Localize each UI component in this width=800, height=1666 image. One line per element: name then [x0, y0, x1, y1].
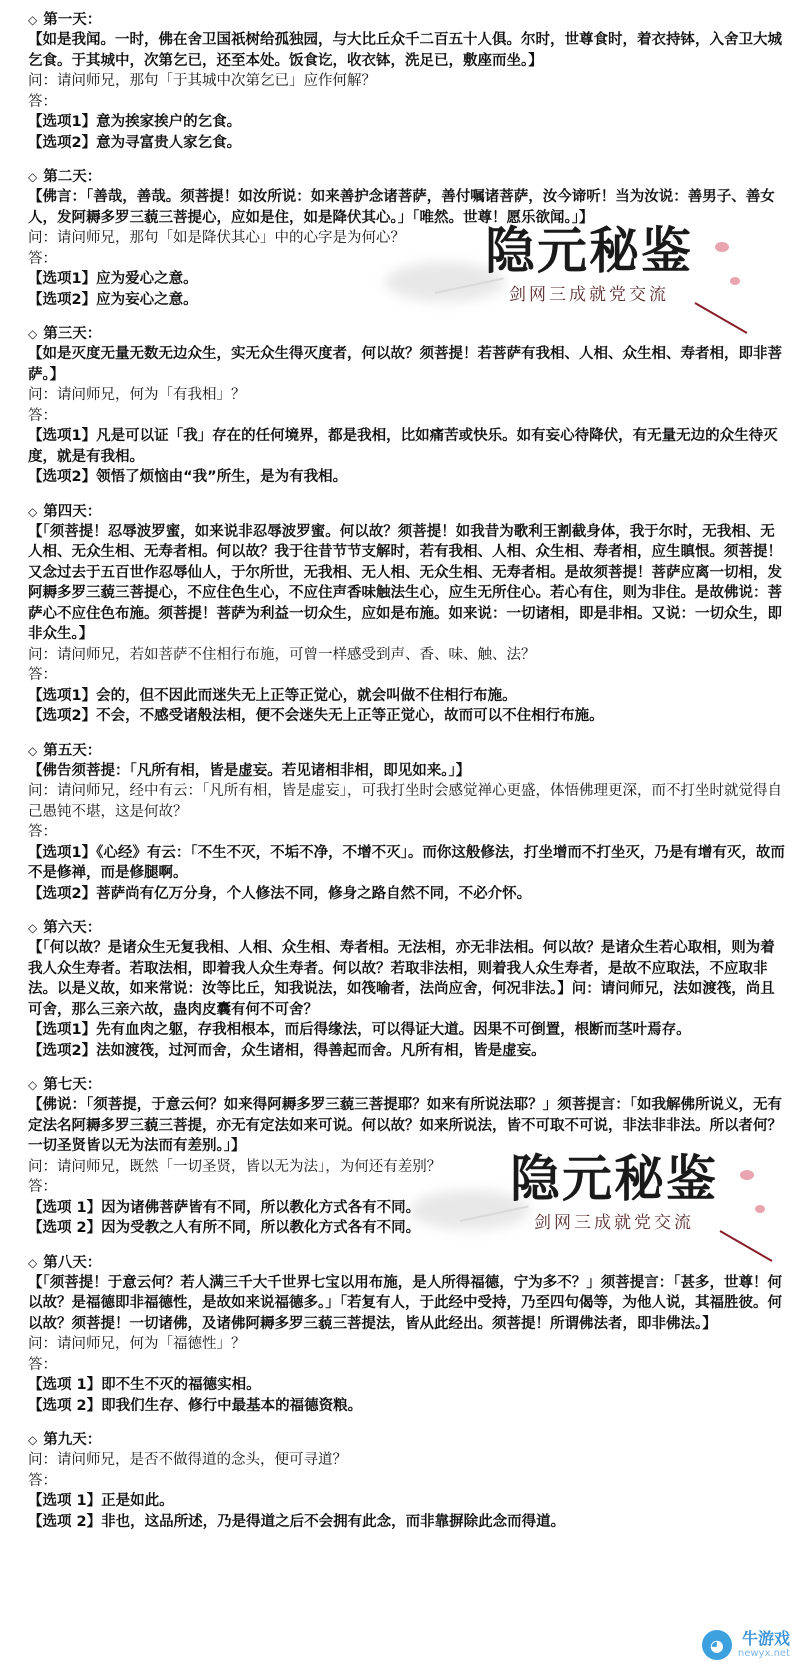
scripture-text: 【如是我闻。一时，佛在舍卫国祇树给孤独园，与大比丘众千二百五十人俱。尔时，世尊食时，着衣持钵，入舍卫大城乞食。于其城中，次第乞已，还至本处。饭食讫，收衣钵，洗足已，敷座而坐。】	[28, 32, 782, 69]
logo-text-group	[485, 221, 693, 305]
scripture-text: 【「须菩提！忍辱波罗蜜，如来说非忍辱波罗蜜。何以故？须菩提！如我昔为歌利王割截身体，我于尔时，无我相、无人相、无众生相、无寿者相。何以故？我于往昔节节支解时，若有我相、人相、众生相、寿者相，应生瞋恨。须菩提！又念过去于五百世作忍辱仙人，于尔所世，无我相、无人相、无众生相、无寿者相。是故须菩提！菩萨应离一切相，发阿耨多罗三藐三菩提心，不应住色生心，不应住声香味触法生心，应生无所住心。若心有住，则为非住。是故佛说：菩萨心不应住色布施。须菩提！菩萨为利益一切众生，应如是布施。如来说：一切诸相，即是非相。又说：一切众生，即非众生。】	[28, 523, 782, 642]
diamond-bullet-icon: ◇	[28, 13, 38, 27]
logo-title: 隐元秘鉴	[510, 1149, 718, 1208]
answer-option: 【选项1】先有血肉之躯，存我相根本，而后得缘法，可以得证大道。因果不可倒置，根断而茎叶焉存。	[28, 1022, 691, 1038]
day-title: ◇ 第四天：	[28, 503, 102, 520]
petal-decoration	[755, 1205, 765, 1213]
answer-option: 【选项2】应为妄心之意。	[28, 291, 198, 308]
answer-option: 【选项1】会的，但不因此而迷失无上正等正觉心，就会叫做不住相行布施。	[28, 687, 517, 704]
question-text: 问：请问师兄，经中有云：「凡所有相，皆是虚妄」，可我打坐时会感觉禅心更盛，体悟佛理更深，而不打坐时就觉得自己愚钝不堪，这是何故？	[28, 783, 782, 820]
answer-label: 答：	[28, 667, 57, 683]
diamond-bullet-icon: ◇	[28, 743, 38, 758]
logo-stamp	[395, 222, 755, 332]
question-text: 问：请问师兄，若如菩萨不住相行布施，可曾一样感受到声、香、味、触、法？	[28, 646, 536, 663]
day-title: ◇ 第二天：	[28, 169, 102, 185]
logo-stamp	[420, 1150, 780, 1260]
logo-title: 隐元秘鉴	[485, 221, 693, 280]
answer-option: 【选项2】意为寻富贵人家乞食。	[28, 134, 242, 151]
brush-stroke-decoration	[695, 302, 748, 334]
question-text: 问：请问师兄，何为「福德性」？	[28, 1336, 246, 1352]
answer-option: 【选项 2】因为受教之人有所不同，所以教化方式各有不同。	[28, 1220, 421, 1236]
answer-option: 【选项2】菩萨尚有亿万分身，个人修法不同，修身之路自然不同，不必介怀。	[28, 885, 532, 902]
scripture-text: 【「何以故？是诸众生无复我相、人相、众生相、寿者相。无法相，亦无非法相。何以故？是诸众生若心取相，则为着我人众生寿者。若取法相，即着我人众生寿者。何以故？若取非法相，则着我人众生寿者，是故不应取法，不应取非法。以是义故，如来常说：汝等比丘，知我说法，如筏喻者，法尚应舍，何况非法。】问：请问师兄，法如渡筏，尚且可舍，那么三亲六故，蛊肉皮囊有何不可舍？	[28, 940, 775, 1018]
logo-text-group	[510, 1149, 718, 1233]
answer-option: 【选项 1】正是如此。	[28, 1493, 174, 1509]
scripture-text: 【佛说：「须菩提，于意云何？如来得阿耨多罗三藐三菩提耶？如来有所说法耶？」须菩提言：「如我解佛所说义，无有定法名阿耨多罗三藐三菩提，亦无有定法如来可说。何以故？如来所说法，皆不可取不可说，非法非非法。所以者何？一切圣贤皆以无为法而有差别。」】	[28, 1097, 782, 1154]
answer-label: 答：	[28, 1356, 57, 1373]
answer-option: 【选项 1】因为诸佛菩萨皆有不同，所以教化方式各有不同。	[28, 1199, 421, 1216]
mascot-icon: ◕	[702, 1630, 732, 1660]
diamond-bullet-icon: ◇	[28, 327, 38, 341]
scripture-text: 【佛言：「善哉，善哉。须菩提！如汝所说：如来善护念诸菩萨，善付嘱诸菩萨，汝今谛听！当为汝说：善男子、善女人，发阿耨多罗三藐三菩提心，应如是住，如是降伏其心。」「唯然。世尊！愿乐欲闻。」】	[28, 189, 775, 226]
diamond-bullet-icon: ◇	[28, 504, 38, 519]
day-section	[28, 502, 786, 727]
day-title: ◇ 第七天：	[28, 1077, 102, 1093]
day-title: ◇ 第六天：	[28, 920, 102, 936]
answer-option: 【选项 1】即不生不灭的福德实相。	[28, 1377, 261, 1393]
answer-label: 答：	[28, 1472, 57, 1489]
scripture-text: 【如是灭度无量无数无边众生，实无众生得灭度者，何以故？须菩提！若菩萨有我相、人相、众生相、寿者相，即非菩萨。】	[28, 346, 782, 383]
answer-label: 答：	[28, 93, 57, 110]
diamond-bullet-icon: ◇	[28, 1433, 38, 1447]
day-title: ◇ 第八天：	[28, 1254, 102, 1271]
answer-option: 【选项1】意为挨家挨户的乞食。	[28, 114, 242, 130]
petal-decoration	[715, 242, 729, 252]
day-section	[28, 741, 786, 905]
answer-label: 答：	[28, 824, 57, 840]
watermark-url: newyx.net	[737, 1648, 790, 1659]
diamond-bullet-icon: ◇	[28, 170, 38, 184]
day-section	[28, 1430, 786, 1532]
answer-option: 【选项 2】非也，这品所述，乃是得道之后不会拥有此念，而非靠摒除此念而得道。	[28, 1513, 566, 1530]
scripture-text: 【佛告须菩提：「凡所有相，皆是虚妄。若见诸相非相，即见如来。」】	[28, 762, 471, 779]
diamond-bullet-icon: ◇	[28, 1078, 38, 1092]
watermark-name: 牛游戏	[741, 1629, 790, 1648]
answer-label: 答：	[28, 1179, 57, 1195]
day-title: ◇ 第一天：	[28, 12, 102, 28]
answer-label: 答：	[28, 250, 57, 267]
day-title: ◇ 第九天：	[28, 1432, 102, 1448]
question-text: 问：请问师兄，是否不做得道的念头，便可寻道？	[28, 1452, 347, 1468]
diamond-bullet-icon: ◇	[28, 1255, 38, 1270]
brush-stroke-decoration	[720, 1230, 773, 1262]
day-title: ◇ 第三天：	[28, 326, 102, 342]
logo-subtitle: 剑网三成就党交流	[534, 1213, 694, 1233]
diamond-bullet-icon: ◇	[28, 921, 38, 935]
scripture-text: 【「须菩提！于意云何？若人满三千大千世界七宝以用布施，是人所得福德，宁为多不？」须菩提言：「甚多，世尊！何以故？是福德即非福德性，是故如来说福德多。」「若复有人，于此经中受持，乃至四句偈等，为他人说，其福胜彼。何以故？须菩提！一切诸佛，及诸佛阿耨多罗三藐三菩提法，皆从此经出。须菩提！所谓佛法者，即非佛法。】	[28, 1274, 782, 1332]
site-watermark	[702, 1630, 790, 1660]
answer-option: 【选项 2】即我们生存、修行中最基本的福德资粮。	[28, 1397, 363, 1414]
petal-decoration	[740, 1170, 754, 1180]
question-text: 问：请问师兄，既然「一切圣贤，皆以无为法」，为何还有差别？	[28, 1158, 442, 1175]
question-text: 问：请问师兄，那句「如是降伏其心」中的心字是为何心？	[28, 230, 405, 246]
logo-subtitle: 剑网三成就党交流	[509, 285, 669, 305]
petal-decoration	[730, 277, 740, 285]
answer-option: 【选项2】领悟了烦恼由“我”所生，是为有我相。	[28, 469, 348, 485]
day-section	[28, 918, 786, 1061]
answer-label: 答：	[28, 407, 57, 424]
question-text: 问：请问师兄，那句「于其城中次第乞已」应作何解？	[28, 73, 376, 89]
question-text: 问：请问师兄，何为「有我相」？	[28, 387, 246, 403]
watermark-text	[738, 1630, 790, 1660]
answer-option: 【选项1】凡是可以证「我」存在的任何境界，都是我相，比如痛苦或快乐。如有妄心待降伏，有无量无边的众生待灭度，就是有我相。	[28, 428, 778, 465]
answer-option: 【选项1】《心经》有云：「不生不灭，不垢不净，不增不灭」。而你这般修法，打坐增而不打坐灭，乃是有增有灭，故而不是修禅，而是修腿啊。	[28, 844, 785, 881]
answer-option: 【选项2】不会，不感受诸般法相，便不会迷失无上正等正觉心，故而可以不住相行布施。	[28, 708, 604, 724]
answer-option: 【选项2】法如渡筏，过河而舍，众生诸相，得善起而舍。凡所有相，皆是虚妄。	[28, 1042, 546, 1059]
day-section	[28, 1253, 786, 1417]
day-title: ◇ 第五天：	[28, 742, 102, 759]
day-section	[28, 10, 786, 153]
answer-option: 【选项1】应为爱心之意。	[28, 271, 198, 287]
day-section	[28, 324, 786, 488]
